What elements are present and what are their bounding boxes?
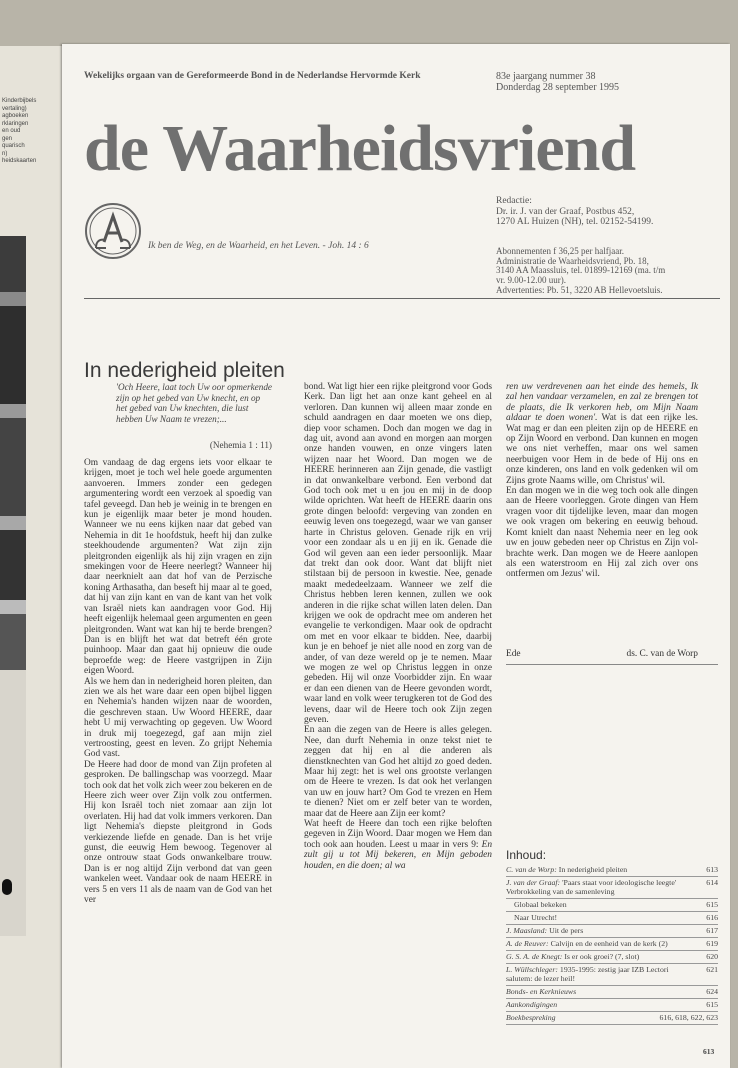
adjacent-line: rklaringen: [2, 120, 29, 127]
contents-item: [506, 925, 718, 938]
contents-author: C. van de Worp:: [506, 865, 557, 874]
contents-item: [506, 986, 718, 999]
contents-page: 620: [706, 952, 718, 961]
scripture-quote: En zult gij u tot Mij bekeren, en Mijn geboden houden, en die doen; al wa: [304, 839, 493, 871]
issue-number: 83e jaargang nummer 38: [496, 71, 596, 82]
contents-item: [506, 1012, 718, 1025]
adjacent-line: en oud: [2, 128, 21, 134]
paragraph: En dan mogen we in die weg toch ook alle dingen aan de Heere voorleggen. Grote dingen van Hem vragen voor dit tijdelijke leven, maar dan mogen we ook vragen om bekering en eeuwig behoud. Komt knielt dan naast Nehemia neer en leg ook uw en jouw gebeden neer op Christus en Zijn volbrachte werk. Dan mogen we de Heere aanlopen als een waterstroom en Hij zal zich over ons ontfermen om Jezus' wil.: [506, 486, 698, 580]
paragraph: bond. Wat ligt hier een rijke pleitgrond voor Gods Kerk. Dan ligt het aan onze kant geheel en al verloren. Dan kunnen wij alleen maar zonde en schuld aandragen en daar moeten we ons diep, diep voor schamen. Doch dan mogen we dag in dag uit, avond aan avond en morgen aan morgen onze handen vouwen, en onze vingers laten wijzen naar het Woord. Dan mogen we de HEERE herinneren aan Zijn genade, die vastligt in dat onwankelbare verbond. Een verbond dat God toch ook met u en jou en mij in de doop wilde oprichten. Wat heeft de HEERE daarin ons grote dingen beloofd: vergeving van zonden en eeuwig leven ons toegezegd, waar we van ganser harte in Christus geloven. Genade rijk en vrij voor een zondaar als u en jij en ik. Genade die God wil geven aan een ieder persoonlijk. Maar dat trekt dan ook door. Want dat blijft niet stilstaan bij de persoon in kwestie. Nee, genade maakt mededeelzaam. Wanneer we zelf die Christus hebben leren kennen, zullen we ook anderen in die rijke schat willen laten delen. Dan krijgen we ook de opdracht mee om anderen het evangelie te verkondigen. Maar ook de opdracht om met en voor elkaar te bidden. Nee, daarbij kun je en behoef je niet alle nood en zorg van de ander, of van deze wereld op je te nemen. Maar we mogen ze wel op Christus leggen in onze gebeden. Hij wil onze Voorbidder zijn. En waar er dan een dienen van de Heere gevonden wordt, waar land en volk weer terugkeren tot de God des levens, daar wil de Heere toch ook Zijn zegen geven.: [304, 382, 492, 725]
masthead: de Waarheidsvriend: [84, 112, 636, 185]
adjacent-page-images: [0, 236, 26, 936]
adjacent-line: vertaling): [2, 105, 27, 112]
contents-author: A. de Reuver:: [506, 939, 549, 948]
contents-item: [506, 899, 718, 912]
article-column-1: [84, 458, 272, 905]
subscription-line: Administratie de Waarheidsvriend, Pb. 18,: [496, 255, 649, 266]
adjacent-page-mark: [2, 879, 12, 895]
article-column-2: [304, 382, 492, 871]
contents-page: 624: [706, 987, 718, 996]
contents-author: L. Wüllschleger:: [506, 965, 558, 974]
page-number: 613: [703, 1047, 715, 1056]
subscription-line: 3140 AA Maassluis, tel. 01899-12169 (ma. t/m: [496, 265, 666, 276]
adjacent-line: Kinderbijbels: [2, 98, 37, 104]
magazine-page: [62, 44, 730, 1068]
contents-item: [506, 877, 718, 899]
contents-text: Globaal bekeken: [514, 900, 567, 909]
adjacent-page: [0, 46, 62, 1068]
paragraph: En aan die zegen van de Heere is alles gelegen. Nee, dan durft Nehemia in onze tekst niet te zeggen dat hij en al die anderen als dienstknechten van God het altijd zo goed deden. Maar hij zegt: het is wel ons grootste verlangen om de Heere te vrezen. Is dat ook het verlangen van uw en jouw hart? Om God te vrezen en Hem te dienen? Niet om er zelf beter van te worden, maar dat de Heere aan Zijn eer komt?: [304, 725, 492, 819]
contents-page: 619: [706, 939, 718, 948]
header-divider: [84, 298, 720, 299]
signature-divider: [506, 664, 718, 665]
paragraph: [304, 819, 492, 871]
contents-author: G. S. A. de Knegt:: [506, 952, 563, 961]
editorial-line: Dr. ir. J. van der Graaf, Postbus 452,: [496, 206, 635, 217]
adjacent-line: agboeken: [2, 113, 29, 119]
paragraph-text: Wat is dat een rijke les. Wat mag er dan een pleiten zijn op de HEERE en op Zijn Woord en verbond. Dan kunnen en mogen we ons niet verheffen, maar ons wel samen neerbuigen voor Hem in de bede of Hij ons en onze kinderen, ons land en volk gedenken wil om Zijns grote Naams wille, om Christus' wil.: [506, 413, 698, 486]
adjacent-line: heidskaarten: [2, 158, 37, 164]
paragraph: De Heere had door de mond van Zijn profeten al gesproken. De ballingschap was voorzegd. Maar toch ook dat het volk zich weer zou bekeren en de Heere zich weer over Zijn volk zou ontfermen. Hij kon Israël toch niet zomaar aan zijn lot overlaten. Hij had dat volk immers verkoren. Dan ligt Nehemia's diepste pleitgrond in Gods verkiezende liefde en genade. Dan is het vrije gunst, die eeuwig Hem bewoog. Tegenover al onze ontrouw staat Gods onwankelbare trouw. Dan is er nog altijd Zijn verbond dat van geen wankelen weet. Vandaar ook de naam HEERE in vers 5 en vers 11 als de naam van de God van het ver: [84, 759, 272, 906]
article-title: In nederigheid pleiten: [84, 359, 285, 382]
editorial-info: [496, 196, 653, 228]
editorial-line: Redactie:: [496, 196, 532, 206]
contents-list: [506, 864, 718, 1025]
contents-item: [506, 999, 718, 1012]
contents-text: 1935-1995: zestig jaar IZB Lectori salutem: de lezer heil!: [506, 965, 669, 983]
contents-page: 613: [706, 865, 718, 874]
adjacent-line: quarisch: [2, 143, 25, 149]
adjacent-line: n): [2, 150, 8, 157]
contents-author: Boekbespreking: [506, 1013, 556, 1022]
signature-place: Ede: [506, 649, 521, 659]
tagline: Wekelijks orgaan van de Gereformeerde Bond in de Nederlandse Hervormde Kerk: [84, 71, 421, 81]
alpha-omega-logo: [84, 202, 142, 260]
subscription-line: Abonnementen f 36,25 per halfjaar.: [496, 246, 624, 256]
subscription-info: [496, 247, 732, 296]
contents-item: [506, 964, 718, 986]
issue-date: Donderdag 28 september 1995: [496, 82, 620, 93]
contents-text: In nederigheid pleiten: [556, 865, 628, 874]
contents-author: J. Maasland:: [506, 926, 548, 935]
contents-text: Is er ook groei? (7, slot): [562, 952, 640, 961]
adjacent-line: gen: [2, 135, 13, 142]
paragraph: Om vandaag de dag ergens iets voor elkaar te krijgen, moet je toch wel hele goede argumenten aanvoeren. Immers zonder een gedegen argumentering wordt een verzoek al spoedig van tafel geveegd. Dan heb je weinig in te brengen en kun je eigenlijk maar beter je mond houden. Wanneer we nu eens kijken naar dat gebed van Nehemia in dit 1e hoofdstuk, heeft hij dan zulke steekhoudende argumenten? Wat zijn zijn pleitgronden eigenlijk als hij zijn vragen en zijn smekingen voor de Heere neerlegt? Wanneer hij daar neerknielt aan dat hof van de Perzische koning Arthasatha, dan beseft hij maar al te goed, dat hij van zijn kant en van de kant van het volk van Israël niets kan aandragen voor God. Hij heeft eigenlijk helemaal geen argumenten en geen pleitgronden. Want wat kan hij te berde brengen? Dan is en blijft het wat dat betreft één grote puinhoop. Maar dan gaat hij opnieuw die oude beproefde weg: de Heere vastgrijpen in Zijn eigen Woord.: [84, 458, 272, 677]
contents-page: 617: [706, 926, 718, 935]
contents-page: 616: [706, 913, 718, 922]
contents-author: Bonds- en Kerknieuws: [506, 987, 577, 996]
editorial-line: 1270 AL Huizen (NH), tel. 02152-54199.: [496, 217, 654, 227]
contents-page: 615: [706, 900, 718, 909]
paragraph-text: Wat heeft de Heere dan toch een rijke beloften gegeven in Zijn Woord. Daar mogen we Hem dan toch ook aan houden. Leest u maar in vers 9:: [304, 819, 492, 850]
subscription-line: vr. 9.00-12.00 uur).: [496, 275, 566, 286]
paragraph: [506, 382, 698, 486]
subscription-line: Advertenties: Pb. 51, 3220 AB Hellevoetsluis.: [496, 284, 663, 295]
contents-title: Inhoud:: [506, 848, 547, 862]
contents-page: 621: [706, 965, 718, 974]
article-column-3: [506, 382, 698, 580]
motto: Ik ben de Weg, en de Waarheid, en het Leven. - Joh. 14 : 6: [148, 241, 369, 251]
contents-text: 'Paars staat voor ideologische leegte' Verbrokkeling van de samenleving: [506, 878, 677, 896]
contents-page: 615: [706, 1000, 718, 1009]
contents-item: [506, 912, 718, 925]
contents-page: 614: [706, 878, 718, 887]
scripture-quote: ren uw verdrevenen aan het einde des hemels, Ik zal hen vandaar verzamelen, en zal ze brengen tot de plaats, die Ik verkoren heb, om Mijn Naam aldaar te doen wonen'.: [506, 382, 698, 424]
contents-author: J. van der Graaf:: [506, 878, 561, 887]
adjacent-page-text: [2, 98, 36, 166]
contents-text: Uit de pers: [547, 926, 584, 935]
contents-text: Naar Utrecht!: [514, 913, 558, 922]
contents-item: [506, 951, 718, 964]
epigraph: 'Och Heere, laat toch Uw oor opmerkende zijn op het gebed van Uw knecht, en op het gebed van Uw knechten, die lust hebben Uw Naam te vrezen;...: [116, 382, 272, 424]
contents-author: Aankondigingen: [506, 1000, 558, 1009]
issue-info: [496, 71, 619, 93]
contents-item: [506, 864, 718, 877]
paragraph: Als we hem dan in nederigheid horen pleiten, dan zien we als het ware daar een open bijbel liggen en Nehemia's handen wijzen naar de woorden, die geschreven staan. Uw Woord HEERE, daar hebt U mij verwachting op gegeven. Uw Woord in druk mij toegezegd, gaf aan mijn ziel vertroosting, geest en leven. Zo grijpt Nehemia God vast.: [84, 676, 272, 760]
epigraph-reference: (Nehemia 1 : 11): [209, 440, 272, 450]
contents-page: 616, 618, 622, 623: [659, 1013, 718, 1022]
contents-item: [506, 938, 718, 951]
contents-text: Calvijn en de eenheid van de kerk (2): [548, 939, 668, 948]
signature-author: ds. C. van de Worp: [626, 649, 698, 659]
